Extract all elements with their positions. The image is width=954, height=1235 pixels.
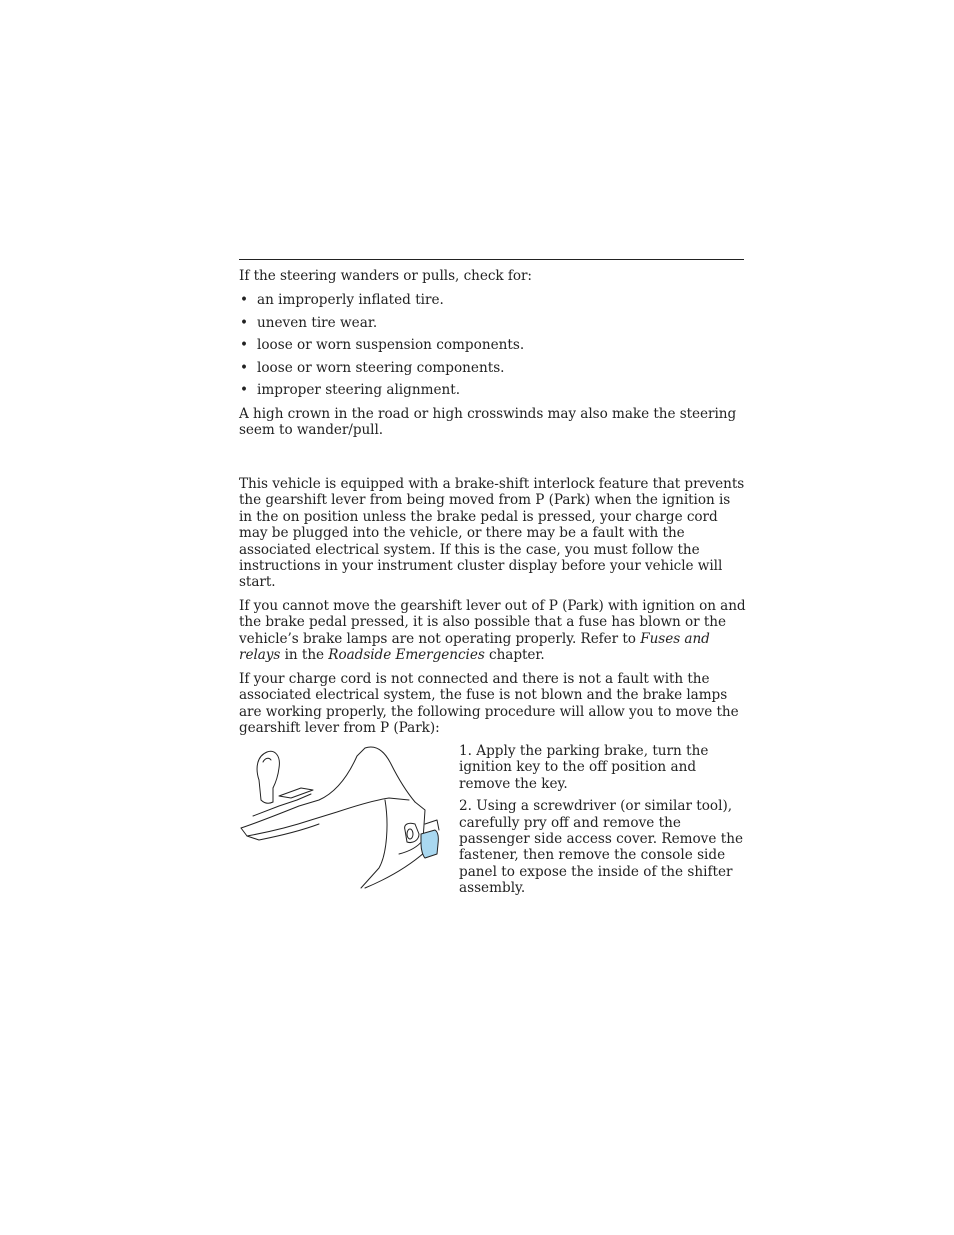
shifter-console-illustration <box>239 744 453 892</box>
steering-note: A high crown in the road or high crosswinds may also make the steering seem to wander/pull. <box>239 406 737 439</box>
interlock-paragraph-1: This vehicle is equipped with a brake-shift interlock feature that prevents the gearshift lever from being moved from P (Park) when the ignition is in the on position unless the brake pedal is pressed, your charge cord may be plugged into the vehicle, or there may be a fault with the associated electrical system. If this is the case, you must follow the instructions in your instrument cluster display before your vehicle will start. <box>239 476 745 591</box>
section-divider <box>239 259 744 260</box>
step-1: 1. Apply the parking brake, turn the ignition key to the off position and remove the key. <box>459 743 709 792</box>
list-item: • uneven tire wear. <box>239 315 744 338</box>
roadside-emergencies-reference: Roadside Emergencies <box>328 647 485 664</box>
interlock-paragraph-3: If your charge cord is not connected and there is not a fault with the associated electrical system, the fuse is not blown and the brake lamps are working properly, the following procedure will allow you to move the gearshift lever from P (Park): <box>239 671 739 737</box>
access-cover-highlight <box>421 830 438 858</box>
paragraph-text: in the <box>280 647 329 664</box>
step-2: 2. Using a screwdriver (or similar tool), carefully pry off and remove the passenger side access cover. Remove the fastener, then remove the console side panel to expose the inside of the shifter assembly. <box>459 798 743 897</box>
paragraph-text: chapter. <box>484 647 545 664</box>
list-item: • improper steering alignment. <box>239 382 744 405</box>
paragraph-text: If you cannot move the gearshift lever out of P (Park) with ignition on and the brake pedal pressed, it is also possible that a fuse has blown or the vehicle’s brake lamps are not operating properly. Refer to <box>239 598 746 647</box>
list-item: • loose or worn steering components. <box>239 360 744 383</box>
steering-checklist <box>239 292 744 405</box>
interlock-paragraph-2 <box>239 598 747 664</box>
list-item: • an improperly inflated tire. <box>239 292 744 315</box>
steering-intro: If the steering wanders or pulls, check for: <box>239 268 532 284</box>
fuses-relays-reference: Fuses and relays <box>239 630 710 664</box>
list-item: • loose or worn suspension components. <box>239 337 744 360</box>
procedure-steps <box>459 743 749 903</box>
